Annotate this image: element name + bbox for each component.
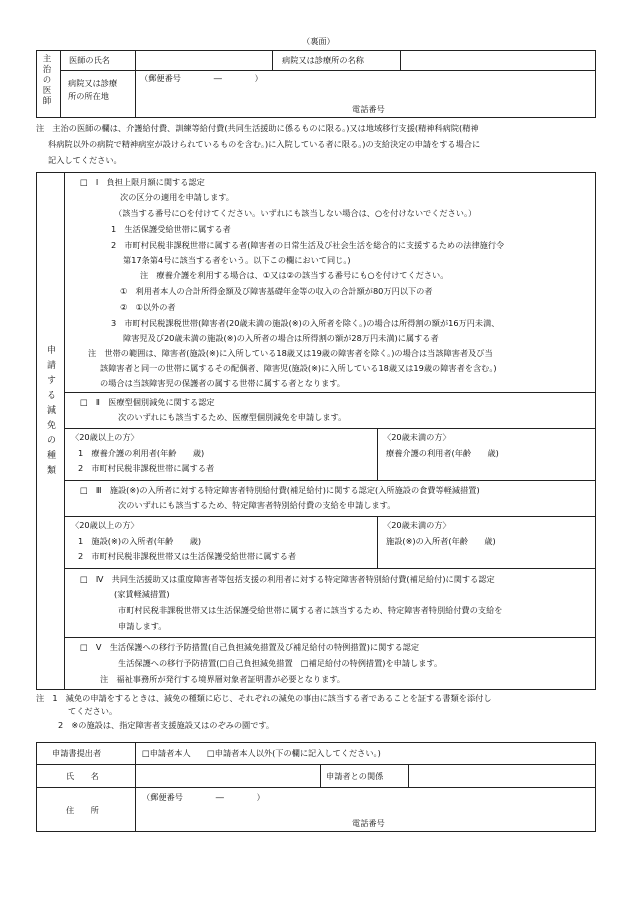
doctor-name-label: 医師の氏名: [69, 55, 110, 65]
bottom-note-2: 2 ※の施設は、指定障害者支援施設又はのぞみの園です。: [58, 720, 275, 730]
section-1-line: （該当する番号に○を付けてください。いずれにも該当しない場合は、○を付けないでください。）: [114, 208, 477, 218]
section-1-note: 注 療養介護を利用する場合は、①又は②の該当する番号にも○を付けてください。: [140, 270, 449, 280]
doctor-note-line-1: 注 主治の医師の欄は、介護給付費、訓練等給付費(共同生活援助に係るものに限る。)又は地域移行支援(精神科病院(精神: [36, 123, 479, 133]
submitter-phone-label: 電話番号: [352, 818, 385, 828]
section-3-over20-head: 〈20歳以上の方〉: [71, 520, 139, 530]
submitter-name-label: 氏 名: [66, 771, 99, 781]
section-1-title[interactable]: □ Ⅰ 負担上限月額に関する認定: [80, 177, 205, 187]
section-1-line: 次の区分の適用を申請します。: [120, 192, 234, 202]
submitter-options[interactable]: □申請者本人 □申請者本人以外(下の欄に記入してください。): [142, 748, 381, 758]
doctor-name-field[interactable]: [136, 51, 271, 69]
submitter-relation-field[interactable]: [409, 765, 595, 786]
section-5-title[interactable]: □ Ⅴ 生活保護への移行予防措置(自己負担減免措置及び補足給付の特例措置)に関する認定: [80, 642, 420, 652]
section-2-over20-item-2[interactable]: 2 市町村民税非課税世帯に属する者: [78, 463, 215, 473]
submitter-address-label: 住 所: [66, 805, 99, 815]
facility-address-label-2: 所の所在地: [68, 91, 109, 101]
section-1-household-note: 該障害者と同一の世帯に属するその配偶者、障害児(施設(※)に入所している18歳又は19歳の障害者を含む。): [100, 363, 497, 373]
reduction-side-label: 申請する減免の種類: [45, 345, 55, 480]
section-1-sub-option-2[interactable]: ② ①以外の者: [120, 302, 176, 312]
submitter-postal-code[interactable]: （郵便番号 ― ）: [142, 792, 265, 802]
section-4-desc-2: 申請します。: [118, 621, 167, 631]
bottom-note-1: 注 1 減免の申請をするときは、減免の種類に応じ、それぞれの減免の事由に該当する者であることを証する書類を添付し: [36, 693, 492, 703]
section-1-line: 障害児及び20歳未満の施設(※)の入所者の場合は所得割の額が28万円未満)に属する者: [123, 333, 439, 343]
section-3-over20-item-1[interactable]: 1 施設(※)の入所者(年齢 歳): [78, 536, 202, 546]
doctor-phone-label: 電話番号: [352, 104, 385, 114]
section-5-note: 注 福祉事務所が発行する境界層対象者証明書が必要となります。: [100, 674, 345, 684]
section-5-desc[interactable]: 生活保護への移行予防措置(□自己負担減免措置 □補足給付の特例措置)を申請します。: [118, 658, 443, 668]
doctor-note-line-2: 科病院以外の病院で精神病室が設けられているものを含む。)に入院している者に限る。)の支給決定の申請をする場合に: [48, 139, 481, 149]
facility-name-label: 病院又は診療所の名称: [282, 55, 364, 65]
section-3-title[interactable]: □ Ⅲ 施設(※)の入所者に対する特定障害者特別給付費(補足給付)に関する認定(入所施設の食費等軽減措置): [80, 485, 480, 495]
section-1-line: 第17条第4号に該当する者をいう。以下この欄において同じ。): [123, 255, 351, 265]
section-1-sub-option-1[interactable]: ① 利用者本人の合計所得金額及び障害基礎年金等の収入の合計額が80万円以下の者: [120, 286, 433, 296]
section-1-option-2[interactable]: 2 市町村民税非課税世帯に属する者(障害者の日常生活及び社会生活を総合的に支援するための法律施行令: [111, 240, 505, 250]
section-1-option-3[interactable]: 3 市町村民税課税世帯(障害者(20歳未満の施設(※)の入所者を除く。)の場合は所得割の額が16万円未満、: [111, 318, 500, 328]
facility-address-label-1: 病院又は診療: [68, 78, 118, 88]
facility-name-field[interactable]: [401, 51, 595, 69]
doctor-side-label: 主治の医師: [41, 54, 51, 107]
section-4-title-2: (家賃軽減措置): [114, 589, 170, 599]
section-3-over20-item-2[interactable]: 2 市町村民税非課税世帯又は生活保護受給世帯に属する者: [78, 551, 297, 561]
section-2-under20-item[interactable]: 療養介護の利用者(年齢 歳): [386, 448, 499, 458]
section-3-under20-head: 〈20歳未満の方〉: [383, 520, 451, 530]
section-3-desc: 次のいずれにも該当するため、特定障害者特別給付費の支給を申請します。: [118, 500, 396, 510]
section-2-under20-head: 〈20歳未満の方〉: [383, 432, 451, 442]
submitter-name-field[interactable]: [136, 765, 319, 786]
section-4-desc-1: 市町村民税非課税世帯又は生活保護受給世帯に属する者に該当するため、特定障害者特別給付費の支給を: [118, 605, 503, 615]
doctor-postal-code[interactable]: （郵便番号 ― ）: [140, 73, 263, 83]
doctor-note-line-3: 記入してください。: [48, 155, 122, 165]
section-1-household-note: 注 世帯の範囲は、障害者(施設(※)に入所している18歳又は19歳の障害者を除く。)の場合は当該障害者及び当: [88, 348, 493, 358]
section-2-title[interactable]: □ Ⅱ 医療型個別減免に関する認定: [80, 397, 215, 407]
submitter-relation-label: 申請者との関係: [326, 771, 384, 781]
section-4-title[interactable]: □ Ⅳ 共同生活援助又は重度障害者等包括支援の利用者に対する特定障害者特別給付費(補足給付)に関する認定: [80, 574, 495, 584]
section-1-household-note: の場合は当該障害児の保護者の属する世帯に属する者となります。: [100, 378, 345, 388]
section-3-under20-item[interactable]: 施設(※)の入所者(年齢 歳): [386, 536, 496, 546]
page-label: （裏面）: [302, 36, 335, 46]
section-2-desc: 次のいずれにも該当するため、医療型個別減免を申請します。: [118, 412, 347, 422]
section-2-over20-item-1[interactable]: 1 療養介護の利用者(年齢 歳): [78, 448, 205, 458]
submitter-label: 申請書提出者: [52, 748, 102, 758]
section-1-option-1[interactable]: 1 生活保護受給世帯に属する者: [111, 224, 231, 234]
bottom-note-1-cont: てください。: [68, 706, 118, 716]
section-2-over20-head: 〈20歳以上の方〉: [71, 432, 139, 442]
